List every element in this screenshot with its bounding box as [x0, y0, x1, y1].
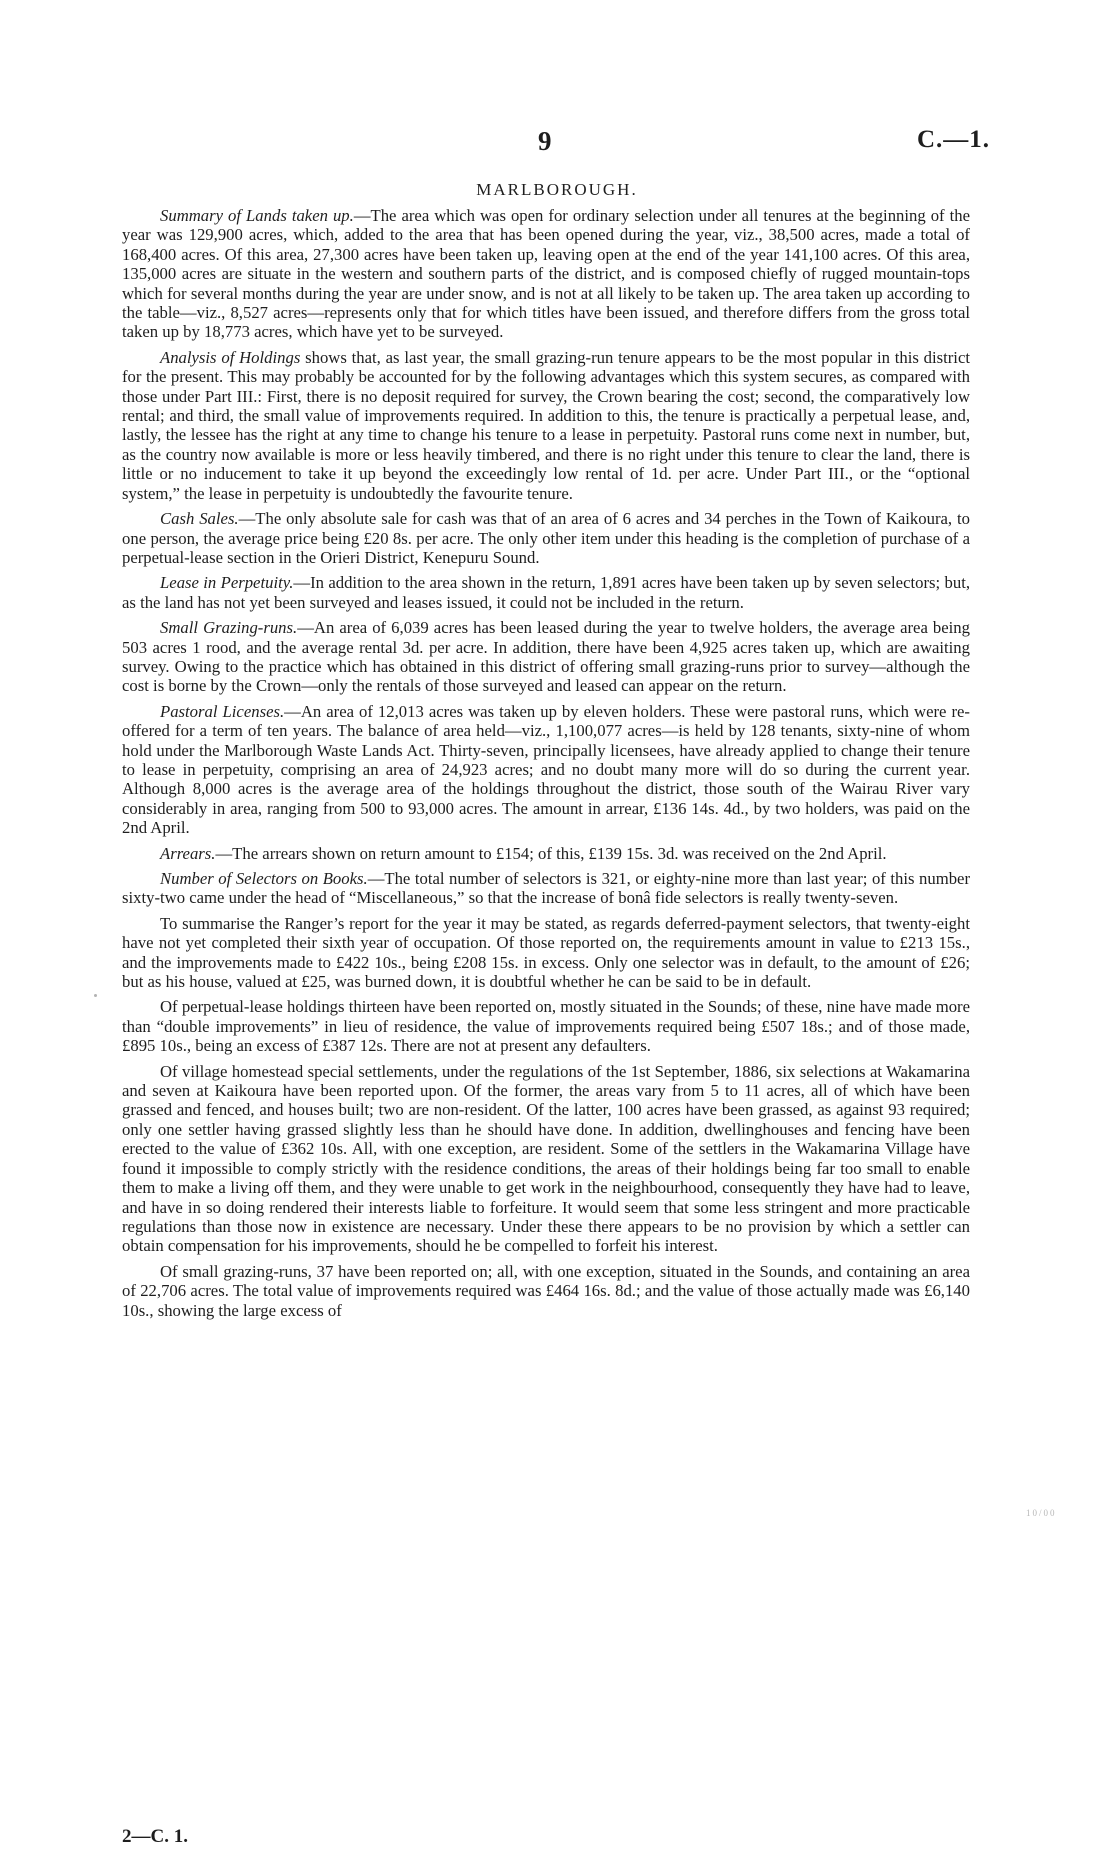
- paragraph-lead: Lease in Perpetuity.: [160, 573, 294, 593]
- paragraph-text: —The only absolute sale for cash was that of an area of 6 acres and 34 perches in the Town of Kaikoura, to one person, the average price being £20 8s. per acre. The only other item under this heading is the completion of purchase of a perpetual-lease section in the Orieri District, Kenepuru Sound.: [122, 509, 970, 567]
- body-text: [122, 206, 970, 1326]
- margin-note: 10/00: [1026, 1508, 1057, 1518]
- paragraph-small-grazing-runs: [122, 618, 970, 696]
- paragraph-text: —The area which was open for ordinary selection under all tenures at the beginning of the year was 129,900 acres, which, added to the area that has been opened during the year, viz., 38,500 acres, made a total of 168,400 acres. Of this area, 27,300 acres have been taken up, leaving open at the end of the year 141,100 acres. Of this area, 135,000 acres are situate in the western and southern parts of the district, and is composed chiefly of rugged mountain-tops which for several months during the year are under snow, and is not at all likely to be taken up. The area taken up according to the table—viz., 8,527 acres—represents only that for which titles have been issued, and therefore differs from the gross total taken up by 18,773 acres, which have yet to be surveyed.: [122, 206, 970, 342]
- paragraph-lease-in-perpetuity: [122, 573, 970, 612]
- paragraph-text: shows that, as last year, the small grazing-run tenure appears to be the most popular in this district for the present. This may probably be accounted for by the following advantages which this system secures, as compared with those under Part III.: First, there is no deposit required for survey, the Crown bearing the cost; second, the comparatively low rental; and third, the small value of improvements required. In addition to this, the tenure is practically a perpetual lease, and, lastly, the lessee has the right at any time to change his tenure to a lease in perpetuity. Pastoral runs come next in number, but, as the country now available is more or less heavily timbered, and there is no right under this tenure to clear the land, there is little or no inducement to take it up beyond the exceedingly low rental of 1d. per acre. Under Part III., or the “optional system,” the lease in perpetuity is undoubtedly the favourite tenure.: [122, 347, 970, 503]
- paragraph-analysis-of-holdings: [122, 348, 970, 503]
- paragraph-lead: Small Grazing-runs.: [160, 618, 298, 638]
- district-heading: MARLBOROUGH.: [476, 180, 638, 199]
- paragraph-text: Of village homestead special settlements, under the regulations of the 1st September, 1886, six selections at Wakamarina and seven at Kaikoura have been reported upon. Of the former, the areas vary from 5 to 11 acres, all of which have been grassed and fenced, and houses built; two are non-resident. Of the latter, 100 acres have been grassed, as against 93 required; only one settler having grassed slightly less than he should have done. In addition, dwellinghouses and fencing have been erected to the value of £362 10s. All, with one exception, are resident. Some of the settlers in the Wakamarina Village have found it impossible to comply strictly with the residence conditions, the areas of their holdings being far too small to enable them to make a living off them, and they were unable to get work in the neighbourhood, consequently they have had to leave, and have in so doing rendered their interests liable to forfeiture. It would seem that some less stringent and more practicable regulations than those now in existence are necessary. Under these there appears to be no provision by which a settler can obtain compensation for his improvements, should he be compelled to forfeit his interest.: [122, 1061, 970, 1256]
- paragraph-text: —An area of 6,039 acres has been leased during the year to twelve holders, the average area being 503 acres 1 rood, and the average rental 3d. per acre. In addition, there have been 4,925 acres taken up, which are awaiting survey. Owing to the practice which has obtained in this district of offering small grazing-runs prior to survey—although the cost is borne by the Crown—only the rentals of those surveyed and leased can appear on the return.: [122, 618, 970, 696]
- paragraph-lead: Number of Selectors on Books.: [160, 869, 368, 888]
- paragraph-small-grazing-runs-report: [122, 1262, 970, 1320]
- footer-signature: 2—C. 1.: [122, 1826, 188, 1847]
- paragraph-number-of-selectors: [122, 869, 970, 908]
- margin-mark: [94, 994, 97, 997]
- paragraph-text: Of perpetual-lease holdings thirteen have been reported on, mostly situated in the Sounds; of these, nine have made more than “double improvements” in lieu of residence, the value of improvements required being £507 18s.; and of those made, £895 10s., being an excess of £387 12s. There are not at present any defaulters.: [122, 997, 970, 1056]
- paragraph-text: —An area of 12,013 acres was taken up by eleven holders. These were pastoral runs, which were re-offered for a term of ten years. The balance of area held—viz., 1,100,077 acres—is held by 128 tenants, sixty-nine of whom hold under the Marlborough Waste Lands Act. Thirty-seven, principally licensees, have already applied to change their tenure to lease in perpetuity, comprising an area of 24,923 acres; and no doubt many more will do so during the current year. Although 8,000 acres is the average area of the holdings throughout the district, those south of the Wairau River vary considerably in area, ranging from 500 to 93,000 acres. The amount in arrear, £136 14s. 4d., by two holders, was paid on the 2nd April.: [122, 701, 970, 838]
- page-number: 9: [538, 126, 552, 156]
- paragraph-lead: Pastoral Licenses.: [160, 701, 285, 721]
- paragraph-text: —In addition to the area shown in the return, 1,891 acres have been taken up by seven selectors; but, as the land has not yet been surveyed and leases issued, it could not be included in the return.: [122, 573, 970, 612]
- paragraph-rangers-report: [122, 914, 970, 992]
- paragraph-lead: Cash Sales.: [160, 509, 239, 529]
- paragraph-text: —The total number of selectors is 321, or eighty-nine more than last year; of this number sixty-two came under the head of “Miscellaneous,” so that the increase of bonâ fide selectors is really twenty-seven.: [122, 869, 971, 908]
- paragraph-lead: Arrears.: [160, 843, 216, 863]
- paragraph-village-homestead: [122, 1062, 970, 1256]
- paragraph-arrears: [122, 844, 970, 863]
- paragraph-perpetual-lease-holdings: [122, 997, 970, 1055]
- paragraph-text: To summarise the Ranger’s report for the year it may be stated, as regards deferred-payment selectors, that twenty-eight have not yet completed their sixth year of occupation. Of those reported on, the requirements amount in value to £213 15s., and the improvements made to £422 10s., being £208 15s. in excess. Only one selector was in default, to the amount of £26; but as his house, valued at £25, was burned down, it is doubtful whether he can be said to be in default.: [122, 913, 970, 992]
- paragraph-cash-sales: [122, 509, 970, 567]
- paragraph-lead: Analysis of Holdings: [160, 347, 301, 367]
- paragraph-pastoral-licenses: [122, 702, 970, 838]
- paragraph-lead: Summary of Lands taken up.: [160, 206, 354, 225]
- paragraph-text: —The arrears shown on return amount to £154; of this, £139 15s. 3d. was received on the 2nd April.: [215, 843, 887, 863]
- document-reference: C.—1.: [916, 126, 990, 153]
- paragraph-summary-of-lands: [122, 206, 970, 342]
- paragraph-text: Of small grazing-runs, 37 have been reported on; all, with one exception, situated in the Sounds, and containing an area of 22,706 acres. The total value of improvements required was £464 16s. 8d.; and the value of those actually made was £6,140 10s., showing the large excess of: [122, 1261, 970, 1320]
